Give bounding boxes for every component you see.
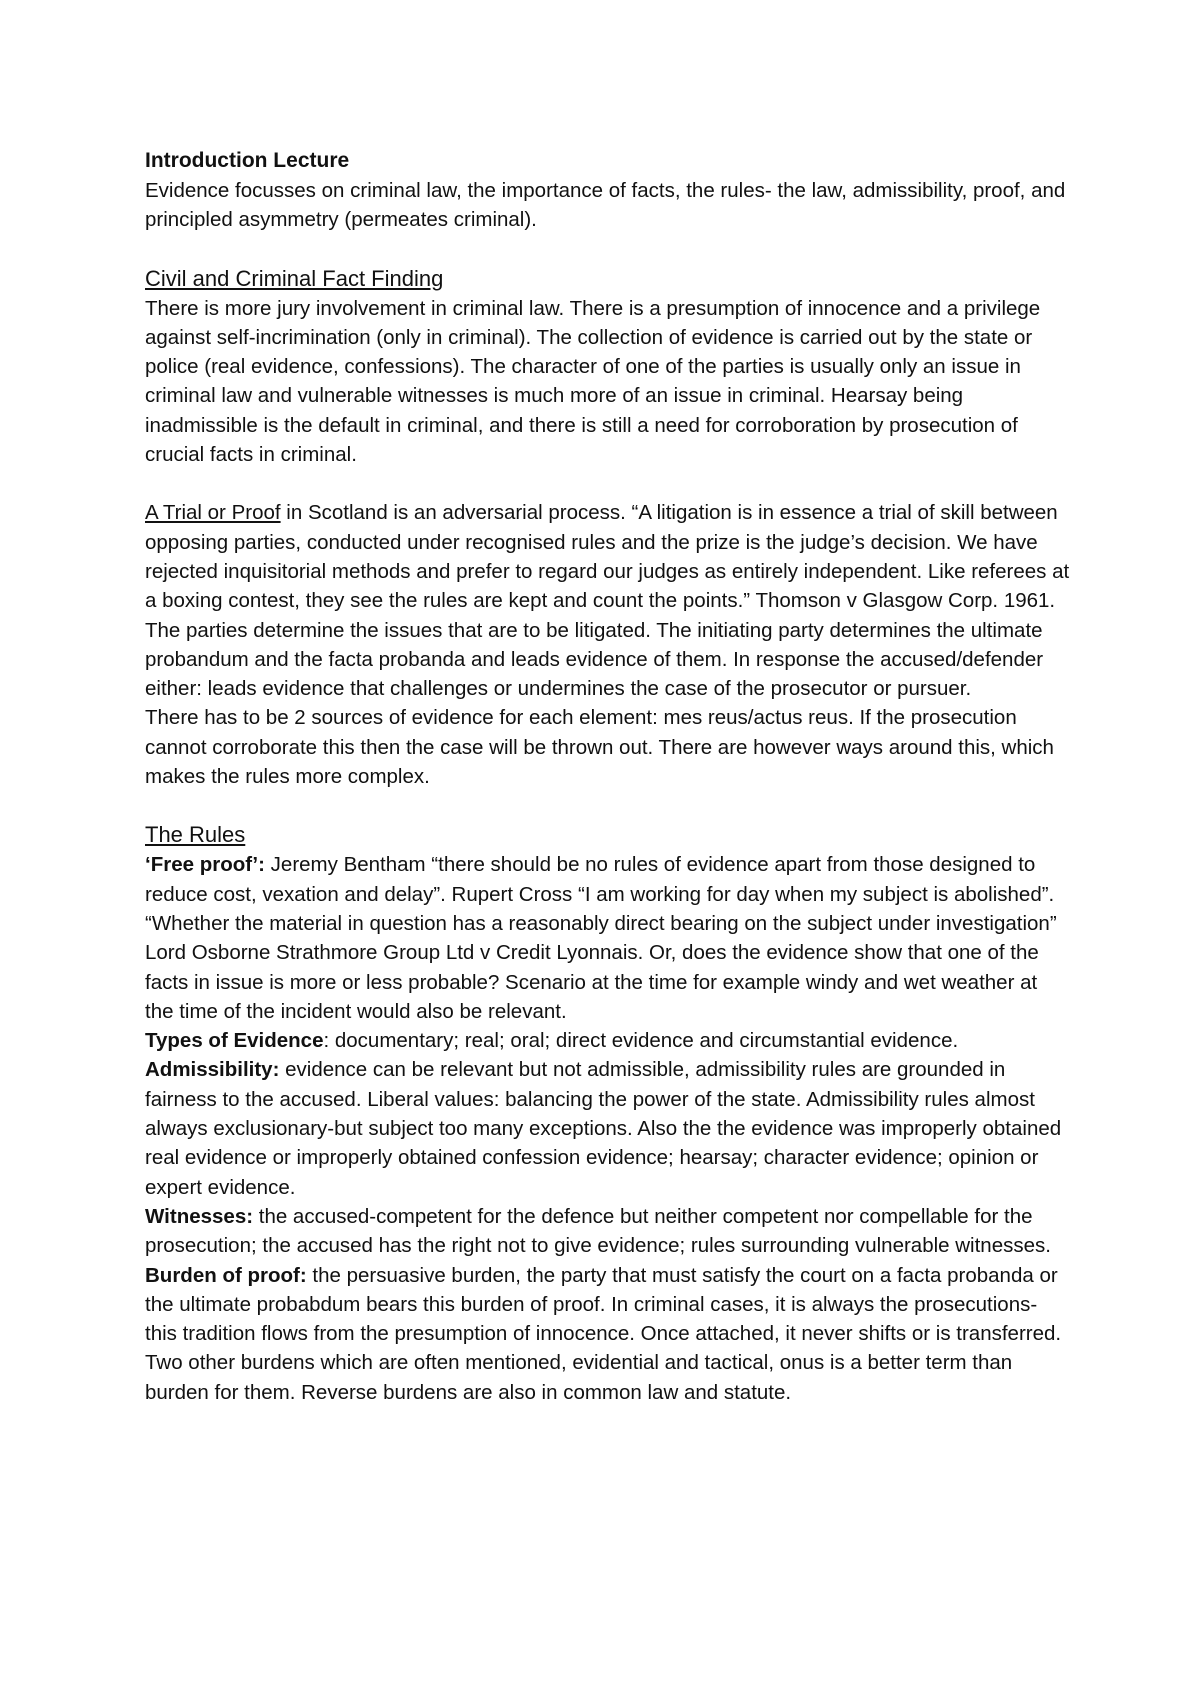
rule-item-types-of-evidence	[145, 1026, 1070, 1055]
rule-text: Jeremy Bentham “there should be no rules of evidence apart from those designed to reduce cost, vexation and delay”. Rupert Cross “I am working for day when my subject is abolished”. “Whether the material in question has a reasonably direct bearing on the subject under investigation” Lord Osborne Strathmore Group Ltd v Credit Lyonnais. Or, does the evidence show that one of the facts in issue is more or less probable? Scenario at the time for example windy and wet weather at the time of the incident would also be relevant.	[145, 853, 1057, 1023]
rule-item-burden-of-proof	[145, 1261, 1070, 1407]
rules-heading: The Rules	[145, 822, 246, 848]
rule-text: : documentary; real; oral; direct evidence and circumstantial evidence.	[323, 1029, 959, 1053]
rule-item-free-proof	[145, 850, 1070, 1026]
rule-term: Burden of proof:	[145, 1263, 307, 1287]
rule-item-admissibility	[145, 1055, 1070, 1201]
rule-term: ‘Free proof’:	[145, 853, 265, 877]
intro-title: Introduction Lecture	[145, 149, 350, 172]
rule-term: Witnesses:	[145, 1204, 254, 1228]
rule-item-witnesses	[145, 1202, 1070, 1261]
intro-paragraph: Evidence focusses on criminal law, the importance of facts, the rules- the law, admissibility, proof, and principled asymmetry (permeates criminal).	[145, 179, 1066, 232]
trial-lead-term: A Trial or Proof	[145, 501, 281, 525]
civil-criminal-paragraph: There is more jury involvement in criminal law. There is a presumption of innocence and a privilege against self-incrimination (only in criminal). The collection of evidence is carried out by the state or police (real evidence, confessions). The character of one of the parties is usually only an issue in criminal law and vulnerable witnesses is much more of an issue in criminal. Hearsay being inadmissible is the default in criminal, and there is still a need for corroboration by prosecution of crucial facts in criminal.	[145, 296, 1041, 467]
rule-term: Admissibility:	[145, 1058, 280, 1082]
rule-term: Types of Evidence	[145, 1029, 324, 1053]
trial-paragraph	[145, 498, 1070, 703]
document-page	[145, 146, 1070, 1407]
trial-text: in Scotland is an adversarial process. “A litigation is in essence a trial of skill between opposing parties, conducted under recognised rules and the prize is the judge’s decision. We have rejected inquisitorial methods and prefer to regard our judges as entirely independent. Like referees at a boxing contest, they see the rules are kept and count the points.” Thomson v Glasgow Corp. 1961. The parties determine the issues that are to be litigated. The initiating party determines the ultimate probandum and the facta probanda and leads evidence of them. In response the accused/defender either: leads evidence that challenges or undermines the case of the prosecutor or pursuer.	[145, 501, 1070, 701]
rule-text: evidence can be relevant but not admissible, admissibility rules are grounded in fairness to the accused. Liberal values: balancing the power of the state. Admissibility rules almost always exclusionary-but subject too many exceptions. Also the the evidence was improperly obtained real evidence or improperly obtained confession evidence; hearsay; character evidence; opinion or expert evidence.	[145, 1058, 1062, 1199]
trial-paragraph-2: There has to be 2 sources of evidence for each element: mes reus/actus reus. If the prosecution cannot corroborate this then the case will be thrown out. There are however ways around this, which makes the rules more complex.	[145, 706, 1054, 789]
civil-criminal-heading: Civil and Criminal Fact Finding	[145, 265, 444, 291]
rule-text: the persuasive burden, the party that must satisfy the court on a facta probanda or the ultimate probabdum bears this burden of proof. In criminal cases, it is always the prosecutions- this tradition flows from the presumption of innocence. Once attached, it never shifts or is transferred. Two other burdens which are often mentioned, evidential and tactical, onus is a better term than burden for them. Reverse burdens are also in common law and statute.	[145, 1263, 1062, 1404]
rule-text: the accused-competent for the defence but neither competent nor compellable for the prosecution; the accused has the right not to give evidence; rules surrounding vulnerable witnesses.	[145, 1204, 1051, 1258]
